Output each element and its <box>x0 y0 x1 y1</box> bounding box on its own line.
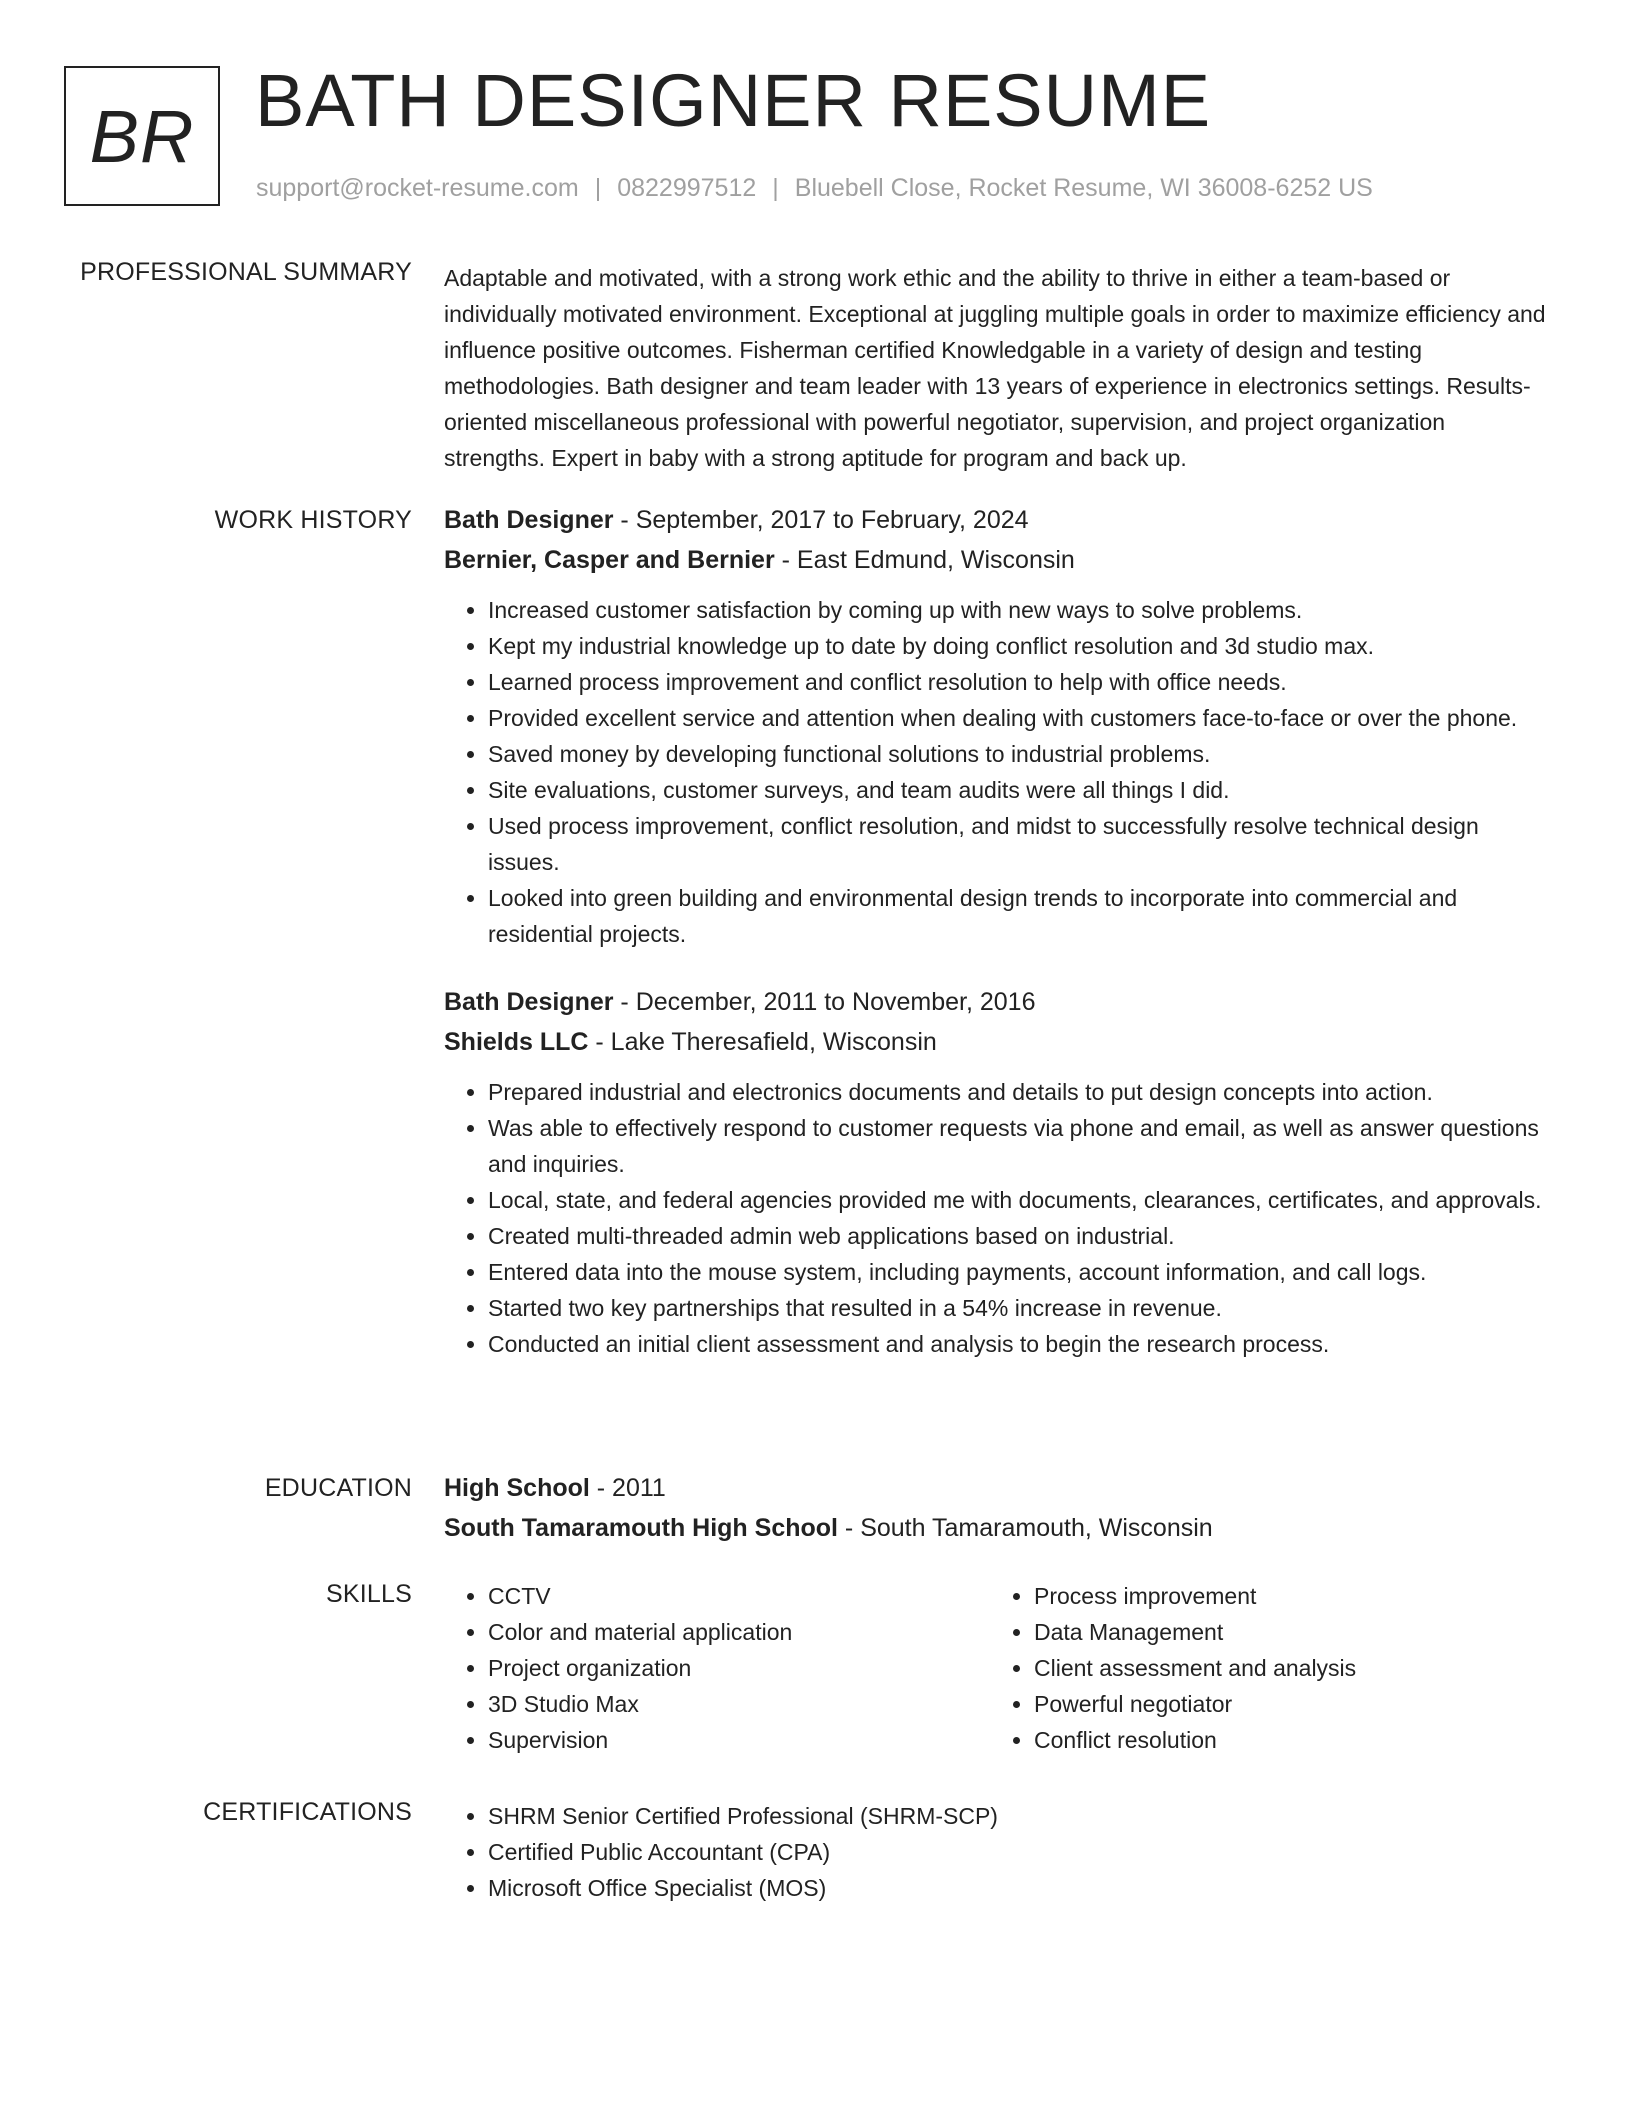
job-location: - East Edmund, Wisconsin <box>774 546 1075 574</box>
list-item: • Entered data into the mouse system, including payments, account information, and call logs. <box>488 1254 1546 1290</box>
skills-body <box>444 1578 1546 1758</box>
list-item: • Conducted an initial client assessment and analysis to begin the research process. <box>488 1326 1546 1362</box>
list-item: • Saved money by developing functional solutions to industrial problems. <box>488 736 1546 772</box>
list-item: • SHRM Senior Certified Professional (SHRM-SCP) <box>488 1798 1546 1834</box>
job-company-line <box>444 540 1546 580</box>
list-item: • Powerful negotiator <box>1034 1686 1536 1722</box>
summary-text: Adaptable and motivated, with a strong work ethic and the ability to thrive in either a team-based or individually motivated environment. Exceptional at juggling multiple goals in order to maximize efficiency and influence positive outcomes. Fisherman certified Knowledgable in a variety of design and testing methodologies. Bath designer and team leader with 13 years of experience in electronics settings. Results-oriented miscellaneous professional with powerful negotiator, supervision, and project organization strengths. Expert in baby with a strong aptitude for program and back up. <box>444 265 1546 471</box>
email-text: support@rocket-resume.com <box>256 174 579 202</box>
education-body <box>444 1468 1546 1548</box>
resume-title: BATH DESIGNER RESUME <box>255 59 1212 142</box>
list-item: • Process improvement <box>1034 1578 1536 1614</box>
job-bullets <box>444 592 1546 952</box>
certifications-list <box>444 1798 1546 1906</box>
job-company: Bernier, Casper and Bernier <box>444 546 775 574</box>
degree-year: - 2011 <box>589 1474 666 1502</box>
section-label-education: EDUCATION <box>264 1474 412 1502</box>
list-item: • Certified Public Accountant (CPA) <box>488 1834 1546 1870</box>
list-item: • Increased customer satisfaction by coming up with new ways to solve problems. <box>488 592 1546 628</box>
job-dates: - September, 2017 to February, 2024 <box>613 506 1029 534</box>
work-history-body <box>444 500 1546 1362</box>
degree: High School <box>444 1474 590 1502</box>
skills-list <box>444 1578 990 1758</box>
list-item: • Client assessment and analysis <box>1034 1650 1536 1686</box>
job-title: Bath Designer <box>444 988 614 1016</box>
job-title-line <box>444 982 1546 1022</box>
degree-line <box>444 1468 1546 1508</box>
list-item: • Project organization <box>488 1650 990 1686</box>
list-item: • Color and material application <box>488 1614 990 1650</box>
job-title-line <box>444 500 1546 540</box>
skills-list <box>990 1578 1536 1758</box>
school-line <box>444 1508 1546 1548</box>
list-item: • Provided excellent service and attention when dealing with customers face-to-face or over the phone. <box>488 700 1546 736</box>
school-location: - South Tamaramouth, Wisconsin <box>837 1514 1213 1542</box>
separator: | <box>594 174 602 202</box>
contact-line <box>256 174 1373 203</box>
list-item: • Local, state, and federal agencies provided me with documents, clearances, certificates, and approvals. <box>488 1182 1546 1218</box>
list-item: • 3D Studio Max <box>488 1686 990 1722</box>
job-title: Bath Designer <box>444 506 614 534</box>
section-label-skills: SKILLS <box>326 1580 412 1608</box>
job-bullets <box>444 1074 1546 1362</box>
list-item: • Prepared industrial and electronics documents and details to put design concepts into action. <box>488 1074 1546 1110</box>
skills-grid <box>444 1578 1546 1758</box>
list-item: • Conflict resolution <box>1034 1722 1536 1758</box>
section-label-summary: PROFESSIONAL SUMMARY <box>80 258 412 286</box>
section-label-certifications: CERTIFICATIONS <box>203 1798 412 1826</box>
certifications-body <box>444 1798 1546 1906</box>
monogram-logo: BR <box>64 66 220 206</box>
school-name: South Tamaramouth High School <box>444 1514 838 1542</box>
list-item: • Kept my industrial knowledge up to date by doing conflict resolution and 3d studio max. <box>488 628 1546 664</box>
job-entry <box>444 500 1546 952</box>
job-location: - Lake Theresafield, Wisconsin <box>588 1028 937 1056</box>
list-item: • Started two key partnerships that resulted in a 54% increase in revenue. <box>488 1290 1546 1326</box>
job-entry <box>444 982 1546 1362</box>
skills-column-2 <box>990 1578 1536 1758</box>
list-item: • Data Management <box>1034 1614 1536 1650</box>
list-item: • Microsoft Office Specialist (MOS) <box>488 1870 1546 1906</box>
job-dates: - December, 2011 to November, 2016 <box>613 988 1036 1016</box>
section-label-work-history: WORK HISTORY <box>214 506 412 534</box>
separator: | <box>772 174 779 202</box>
list-item: • Looked into green building and environmental design trends to incorporate into commercial and residential projects. <box>488 880 1546 952</box>
list-item: • Used process improvement, conflict resolution, and midst to successfully resolve technical design issues. <box>488 808 1546 880</box>
list-item: • CCTV <box>488 1578 990 1614</box>
job-company: Shields LLC <box>444 1028 589 1056</box>
list-item: • Created multi-threaded admin web applications based on industrial. <box>488 1218 1546 1254</box>
address-text: Bluebell Close, Rocket Resume, WI 36008-6252 US <box>794 174 1373 202</box>
list-item: • Supervision <box>488 1722 990 1758</box>
job-company-line <box>444 1022 1546 1062</box>
phone-text: 0822997512 <box>617 174 757 202</box>
list-item: • Learned process improvement and conflict resolution to help with office needs. <box>488 664 1546 700</box>
summary-body <box>444 260 1546 476</box>
list-item: • Site evaluations, customer surveys, and team audits were all things I did. <box>488 772 1546 808</box>
skills-column-1 <box>444 1578 990 1758</box>
list-item: • Was able to effectively respond to customer requests via phone and email, as well as answer questions and inquiries. <box>488 1110 1546 1182</box>
